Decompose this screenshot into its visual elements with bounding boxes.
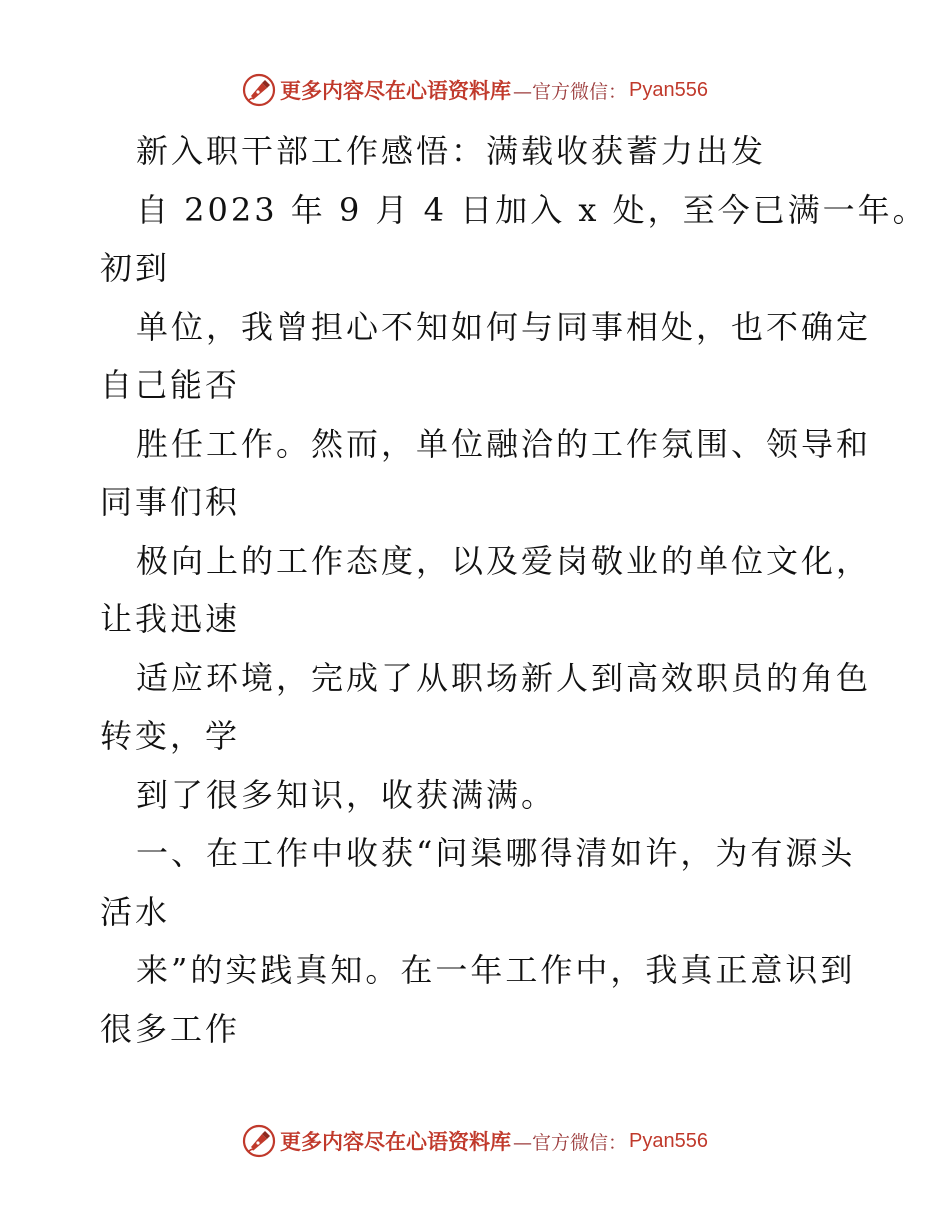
banner-wechat-id: Pyan556 [629,1129,708,1152]
text-line: 让我迅速 [100,600,241,638]
text-line: 到了很多知识，收获满满。 [136,775,557,814]
text-line: 活水 [100,892,171,931]
banner-official-text: —官方微信： [513,1131,628,1154]
header-banner [0,70,950,110]
document-body [100,122,928,1058]
banner-official-text: —官方微信： [513,80,628,103]
text-line: 极向上的工作态度，以及爱岗敬业的单位文化， [136,541,872,580]
text-line: 单位，我曾担心不知如何与同事相处，也不确定 [136,307,872,346]
text-line: 很多工作 [100,1009,241,1048]
text-line: 自己能否 [100,366,241,404]
pen-nib-logo-icon [242,73,276,107]
footer-banner [0,1121,950,1161]
text-line: 一、在工作中收获“问渠哪得清如许，为有源头 [136,834,856,872]
banner-brand-text: 更多内容尽在心语资料库 [280,1129,511,1154]
text-line: 新入职干部工作感悟：满载收获蓄力出发 [136,132,767,170]
banner-wechat-id: Pyan556 [629,78,708,101]
text-line: 胜任工作。然而，单位融洽的工作氛围、领导和 [136,424,872,463]
text-line: 适应环境，完成了从职场新人到高效职员的角色 [136,658,872,697]
text-line: 转变，学 [100,717,241,755]
text-line: 同事们积 [100,483,241,521]
text-line: 来”的实践真知。在一年工作中，我真正意识到 [136,951,856,989]
banner-brand-text: 更多内容尽在心语资料库 [280,78,511,103]
text-line: 初到 [100,249,171,287]
pen-nib-logo-icon [242,1124,276,1158]
text-line: 自 2023 年 9 月 4 日加入 x 处，至今已满一年。 [136,190,928,229]
